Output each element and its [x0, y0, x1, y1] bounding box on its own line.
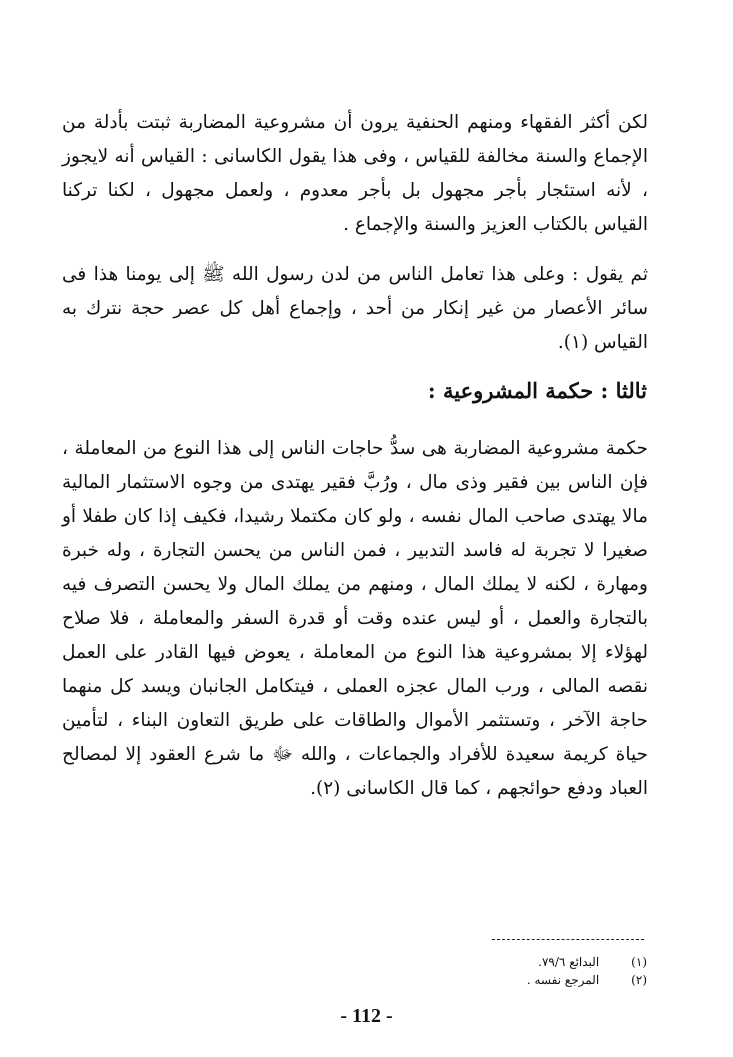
section-heading: ثالثا : حكمة المشروعية : — [427, 378, 647, 403]
footnote-text: البدائع ٧٩/٦. — [538, 955, 600, 969]
footnote-number: (٢) — [631, 973, 647, 987]
paragraph-practice: ثم يقول : وعلى هذا تعامل الناس من لدن رسول الله ﷺ إلى يومنا هذا فى سائر الأعصار من غير إنكار من أحد ، وإجماع أهل كل عصر حجة نترك به القياس (١). — [62, 264, 648, 353]
footnote-2 — [527, 971, 647, 989]
footnote-number: (١) — [631, 955, 647, 969]
footnote-text: المرجع نفسه . — [526, 973, 600, 987]
page-number: - 112 - — [340, 1005, 393, 1027]
footnote-separator — [492, 939, 644, 940]
paragraph-consensus: لكن أكثر الفقهاء ومنهم الحنفية يرون أن مشروعية المضاربة ثبتت بأدلة من الإجماع والسنة مخالفة للقياس ، وفى هذا يقول الكاسانى : القياس أنه لايجوز ، لأنه استئجار بأجر مجهول بل بأجر معدوم ، ولعمل مجهول ، لكنا تركنا القياس بالكتاب العزيز والسنة والإجماع . — [62, 112, 648, 235]
footnote-1 — [538, 953, 647, 971]
paragraph-wisdom: حكمة مشروعية المضاربة هى سدُّ حاجات الناس إلى هذا النوع من المعاملة ، فإن الناس بين فقير وذى مال ، ورُبَّ فقير يهتدى من وجوه الاستثمار المالية مالا يهتدى صاحب المال نفسه ، ولو كان مكتملا رشيدا، فكيف إذا كان طفلا أو صغيرا لا تجربة له فاسد التدبير ، فمن الناس من يحسن التجارة ، وله خبرة ومهارة ، لكنه لا يملك المال ، ومنهم من يملك المال ولا يحسن التصرف فيه بالتجارة والعمل ، أو ليس عنده وقت أو قدرة السفر والمعاملة ، فلا صلاح لهؤلاء إلا بمشروعية هذا النوع من المعاملة ، يعوض فيها القادر على العمل نقصه المالى ، ورب المال عجزه العملى ، فيتكامل الجانبان ويسد كل منهما حاجة الآخر ، وتستثمر الأموال والطاقات على طريق التعاون البناء ، لتأمين حياة كريمة سعيدة للأفراد والجماعات ، والله ﷻ ما شرع العقود إلا لمصالح العباد ودفع حوائجهم ، كما قال الكاسانى (٢). — [62, 438, 648, 799]
